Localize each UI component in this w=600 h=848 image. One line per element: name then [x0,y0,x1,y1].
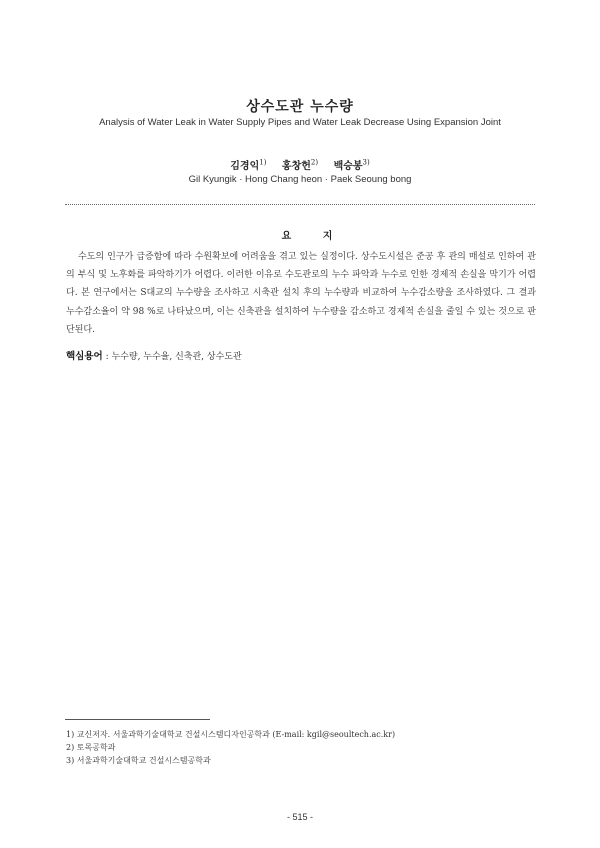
authors-english: Gil Kyungik · Hong Chang heon · Paek Seoung bong [188,174,412,185]
author-1-mark: 1) [259,158,267,167]
author-1-name: 김경익 [230,161,260,172]
keywords-text: 누수량, 누수율, 신축관, 상수도관 [111,352,242,362]
author-3-name: 백승봉 [333,161,363,172]
author-3 [333,158,370,172]
abstract-body: 수도의 인구가 급증함에 따라 수원확보에 어려움을 겪고 있는 실정이다. 상수도시설은 준공 후 관의 매설로 인하여 관의 부식 및 노후화를 파악하기가 어렵다. 이러한 이유로 수도관로의 누수 파악과 누수로 인한 경제적 손실을 막기가 어렵다. 본 연구에서는 S대교의 누수량을 조사하고 시축관 설치 후의 누수량과 비교하여 누수감소량을 조사하였다. 그 결과 누수감소율이 약 98 %로 나타났으며, 이는 신축관을 설치하여 누수량을 감소하고 경제적 손실을 줄일 수 있는 것으로 판단된다. [66,252,536,335]
authors-korean [0,157,600,172]
keywords-separator: : [102,352,112,362]
paper-title-korean: 상수도관 누수량 [246,99,354,115]
author-2-name: 홍창헌 [281,161,311,172]
keywords-label: 핵심용어 [66,351,103,362]
footnote-1: 1) 교신저자. 서울과학기술대학교 건설시스템디자인공학과 (E-mail: kgil@seoultech.ac.kr) [66,730,396,739]
author-1 [230,158,267,172]
abstract-heading: 요 지 [281,231,347,242]
footnote-divider [65,719,210,720]
section-divider [65,204,535,205]
footnote-2: 2) 토목공학과 [66,743,116,752]
author-3-mark: 3) [362,158,370,167]
author-2 [281,158,319,172]
keywords [66,348,242,362]
footnote-3: 3) 서울과학기술대학교 건설시스템공학과 [66,756,211,765]
paper-title-english: Analysis of Water Leak in Water Supply Pipes and Water Leak Decrease Using Expansion Joint [99,117,501,128]
footnotes [66,728,395,767]
page-number: - 515 - [286,812,313,822]
author-2-mark: 2) [310,158,319,167]
